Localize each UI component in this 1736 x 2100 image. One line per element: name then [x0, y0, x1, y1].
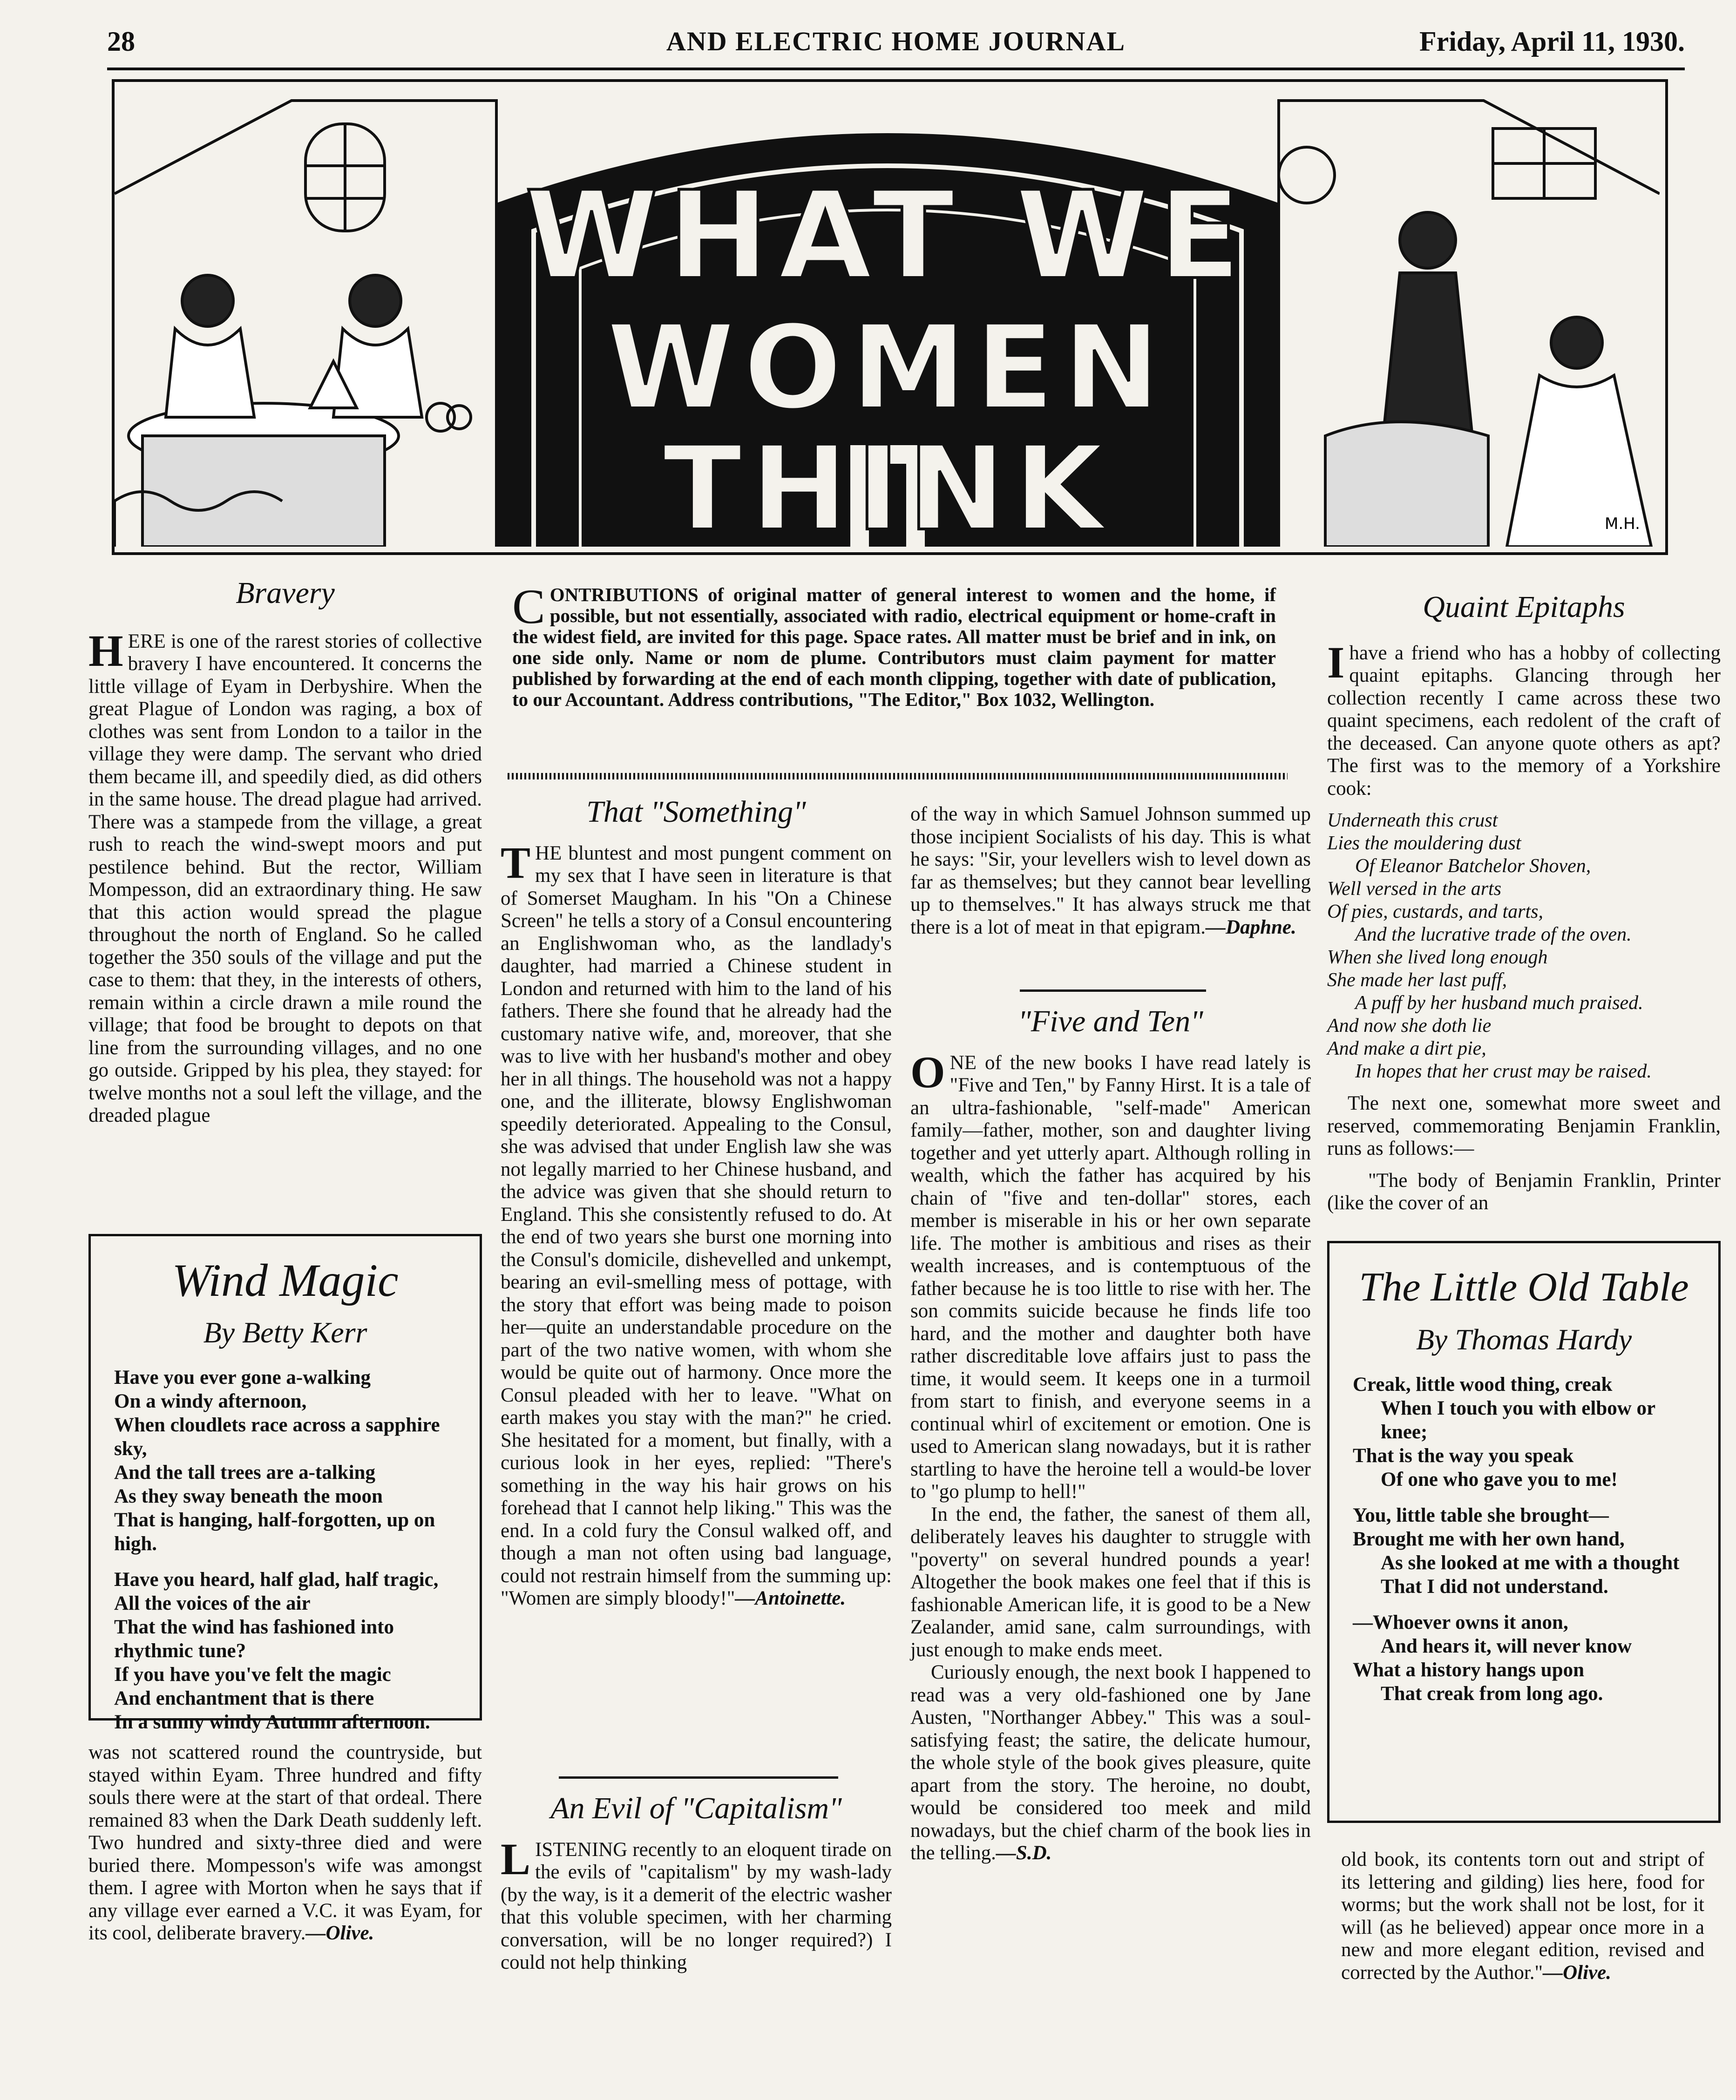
something-signature: —Antoinette. [735, 1587, 846, 1609]
that-something-article [501, 795, 892, 1610]
little-old-table-poem-box [1327, 1241, 1721, 1823]
franklin-epitaph-start: "The body of Benjamin Franklin, Printer (like the cover of an [1327, 1169, 1721, 1214]
five-ten-signature: —S.D. [996, 1842, 1052, 1864]
five-ten-p1: NE of the new books I have read lately is "Five and Ten," by Fanny Hirst. It is a tale of an ultra-fashionable, "self-made" American family—father, mother, son and daughter living together and yet utterly apart. Although rolling in wealth, which the father has acquired by his chain of "five and ten-dollar" stores, each member is miserable in his or her own separate life. The mother is ambitious and rises as their wealth increases, and is contemptuous of the father because he is too little to rise with her. The son commits suicide because he finds life too hard, and the mother and daughter both have rather discreditable love affairs just to pass the time, it would seem. It keeps one in a turmoil from start to finish, and everyone seems in a continual whirl of excitement or emotion. One is used to American slang nowadays, but it is rather startling to have the heroine tell a would-be lover to "go plump to hell!" [910, 1051, 1311, 1503]
bravery-text-part2: was not scattered round the countryside, but stayed within Eyam. Three hundred and fifty souls there were at the start of that ordeal. There remained 83 when the Dark Death suddenly left. Two hundred and sixty-three died and were buried there. Mompesson's wife was amongst them. I agree with Morton when he says that if any village ever earned a V.C. it was Eyam, for its cool, deliberate bravery. [88, 1741, 482, 1944]
poem-line: That I did not understand. [1381, 1576, 1608, 1598]
epitaph-line: A puff by her husband much praised. [1355, 992, 1643, 1014]
left-scene-illustration [115, 101, 496, 547]
poem-line: And enchantment that is there [114, 1687, 374, 1709]
epitaph-line: In hopes that her crust may be raised. [1355, 1061, 1652, 1082]
capitalism-text: ISTENING recently to an eloquent tirade on the evils of "capitalism" by my wash-lady (by the way, is it a demerit of the electric washer that this voluble specimen, with her charming conversation, will be no longer required?) I could not help thinking [501, 1838, 892, 1973]
banner-title-line2: WOMEN [606, 300, 1169, 435]
epitaph-line: Underneath this crust [1327, 810, 1498, 831]
epitaph-line: Of Eleanor Batchelor Shoven, [1355, 855, 1591, 877]
section-divider [559, 1776, 838, 1779]
five-ten-p3: Curiously enough, the next book I happened to read was a very old-fashioned one by Jane Austen, "Northanger Abbey." This was a soul-satisfying feast; the satire, the delicate humour, the whole style of the book gives pleasure, quite apart from the story. The heroine, no doubt, would be considered too meek and mild nowadays, but the chief charm of the book lies in the telling. [910, 1661, 1311, 1864]
little-table-author: By Thomas Hardy [1416, 1323, 1632, 1356]
poem-line: That creak from long ago. [1381, 1683, 1603, 1705]
poem-line: And hears it, will never know [1381, 1635, 1632, 1657]
franklin-epitaph-text: old book, its contents torn out and stript of its lettering and gilding) lies here, food for worms; but the work shall not be lost, for it will (as he believed) appear once more in a new and more elegant edition, revised and corrected by the Author." [1341, 1849, 1704, 1984]
epitaphs-intro: have a friend who has a hobby of collecting quaint epitaphs. Glancing through her collection recently I came across these two quaint specimens, each redolent of the craft of the deceased. Can anyone quote others as apt? The first was to the memory of a Yorkshire cook: [1327, 642, 1721, 799]
poem-line: That the wind has fashioned into rhythmic tune? [114, 1616, 394, 1662]
poem-line: That is hanging, half-forgotten, up on high. [114, 1509, 435, 1555]
epitaphs-next: The next one, somewhat more sweet and reserved, commemorating Benjamin Franklin, runs as follows:— [1327, 1092, 1721, 1159]
epitaph-line: And make a dirt pie, [1327, 1038, 1486, 1059]
something-text: HE bluntest and most pungent comment on my sex that I have seen in literature is that of Somerset Maugham. In his "On a Chinese Screen" he tells a story of a Consul encountering an Englishwoman who, as the landlady's daughter, had married a Chinese student in London and returned with him to the land of his fathers. There she found that he already had the customary native wife, and, moreover, that she was to live with her husband's mother and obey her in all things. The household was not a happy one, and the illiterate, blowsy Englishwoman speedily deteriorated. Appealing to the Consul, she was advised that under English law she was not legally married to her Chinese husband, and the advice was given that she should return to England. This she consistently refused to do. At the end of two years she burst one morning into the Consul's domicile, dishevelled and unkempt, bearing an evil-smelling mess of pottage, with the story that effort was being made to poison her—quite an understandable procedure on the part of the two native women, with whom she would be quite out of harmony. Once more the Consul pleaded with her to leave. "What on earth makes you stay with the man?" he cried. She hesitated for a moment, but finally, with a curious look in her eyes, replied: "There's something in the way his hair grows on his forehead that I cannot help liking." This was the end. In a cold fury the Consul walked off, and though a man not often using bad language, could not restrain himself from the summing up: "Women are simply bloody!" [501, 842, 892, 1609]
something-dropcap: T [501, 837, 531, 887]
poem-line: When I touch you with elbow or knee; [1381, 1397, 1655, 1443]
wind-magic-title: Wind Magic [172, 1254, 399, 1306]
notice-dropcap: C [512, 579, 545, 634]
poem-line: That is the way you speak [1353, 1445, 1574, 1467]
five-and-ten-article [910, 1004, 1311, 1865]
poem-line: What a history hangs upon [1353, 1659, 1585, 1681]
something-signature-2: —Daphne. [1206, 916, 1296, 938]
section-divider [1020, 989, 1206, 992]
epitaphs-dropcap: I [1327, 637, 1345, 687]
something-continuation [910, 803, 1311, 939]
poem-line: And the tall trees are a-talking [114, 1462, 375, 1484]
epitaph-yorkshire-cook [1327, 809, 1721, 1083]
franklin-epitaph-end [1341, 1849, 1704, 1984]
bravery-signature: —Olive. [305, 1922, 374, 1944]
contributions-notice [512, 579, 1276, 710]
poem-line: Of one who gave you to me! [1381, 1469, 1618, 1490]
epitaph-line: And the lucrative trade of the oven. [1355, 924, 1632, 945]
bravery-dropcap: H [88, 625, 123, 676]
bravery-text-part1: ERE is one of the rarest stories of collective bravery I have encountered. It concerns the little village of Eyam in Derbyshire. When the great Plague of London was raging, a box of clothes was sent from London to a tailor in the village they were damp. The servant who dried them became ill, and speedily died, as did others in the same house. The dread plague had arrived. There was a stampede from the village, a great rush to reach the wind-swept moors and put pestilence behind. But the rector, William Mompesson, did an extraordinary thing. He saw that this action would spread the plague throughout the north of England. So he called together the 350 souls of the village and put the case to them: that they, in the interests of others, remain within a circle drawn a mile round the village; that food be brought to depots on that line from the surrounding villages, and no one go outside. Gripped by his plea, they stayed: for twelve months not a soul left the village, and the dreaded plague [88, 630, 482, 1126]
epitaphs-signature: —Olive. [1543, 1961, 1611, 1984]
capitalism-article [501, 1791, 892, 1974]
capitalism-dropcap: L [501, 1834, 531, 1884]
artist-mark: M.H. [1605, 515, 1640, 533]
poem-line: In a sunny windy Autumn afternoon. [114, 1711, 430, 1733]
banner-title-line3: THINK [663, 421, 1112, 547]
bravery-continuation [88, 1741, 482, 1945]
epitaph-line: She made her last puff, [1327, 969, 1507, 991]
poem-line: When cloudlets race across a sapphire sky, [114, 1414, 440, 1460]
quaint-epitaphs-article [1327, 590, 1721, 1215]
epitaph-line: When she lived long enough [1327, 947, 1548, 968]
epitaph-line: Well versed in the arts [1327, 878, 1502, 900]
poem-line: Brought me with her own hand, [1353, 1528, 1625, 1550]
poem-line: All the voices of the air [114, 1592, 311, 1614]
bravery-heading: Bravery [236, 576, 335, 610]
banner-title-line1: WHAT WE [525, 166, 1250, 306]
something-continuation-text: of the way in which Samuel Johnson summed up those incipient Socialists of his day. This is what he says: "Sir, your levellers wish to level down as far as themselves; but they cannot bear levelling up to themselves." It has always struck me that there is a lot of meat in that epigram. [910, 803, 1311, 938]
wind-magic-author: By Betty Kerr [203, 1316, 367, 1349]
banner-illustration [115, 82, 1660, 547]
little-table-title: The Little Old Table [1359, 1265, 1689, 1310]
journal-title: AND ELECTRIC HOME JOURNAL [666, 26, 1126, 56]
poem-line: Creak, little wood thing, creak [1353, 1374, 1613, 1395]
poem-line: If you have you've felt the magic [114, 1664, 391, 1686]
header-banner [112, 79, 1668, 555]
poem-line: As she looked at me with a thought [1381, 1552, 1680, 1574]
issue-date: Friday, April 11, 1930. [1419, 26, 1685, 57]
poem-line: Have you heard, half glad, half tragic, [114, 1569, 439, 1591]
epitaph-line: Of pies, custards, and tarts, [1327, 901, 1543, 922]
notice-text: ONTRIBUTIONS of original matter of general interest to women and the home, if possible, but not essentially, associated with radio, electrical equipment or home-craft in the widest field, are invited for this page. Space rates. All matter must be brief and in ink, on one side only. Name or nom de plume. Contributors must claim payment for matter published by forwarding at the end of each month clipping, together with date of publication, to our Accountant. Address contributions, "The Editor," Box 1032, Wellington. [512, 584, 1276, 710]
epitaph-line: Lies the mouldering dust [1327, 833, 1521, 854]
wind-magic-poem-box [88, 1234, 482, 1733]
five-ten-dropcap: O [910, 1047, 945, 1097]
poem-line: As they sway beneath the moon [114, 1485, 383, 1507]
epitaphs-heading: Quaint Epitaphs [1423, 590, 1625, 624]
running-head [107, 26, 1685, 70]
five-ten-p2: In the end, the father, the sanest of them all, deliberately leaves his daughter to struggle with "poverty" on several hundred pounds a year! Altogether the book makes one feel that if this is fashionable American life, it is good to be a New Zealander, amid sane, calm surroundings, with just enough to make ends meet. [910, 1503, 1311, 1661]
something-heading: That "Something" [586, 795, 806, 829]
poem-line: Have you ever gone a-walking [114, 1367, 371, 1389]
page-number: 28 [107, 26, 135, 57]
bravery-article [88, 576, 482, 1127]
dotted-rule [508, 773, 1288, 779]
poem-line: —Whoever owns it anon, [1353, 1612, 1568, 1633]
epitaph-line: And now she doth lie [1327, 1015, 1492, 1036]
right-scene-illustration [1279, 101, 1660, 547]
poem-line: You, little table she brought— [1353, 1504, 1609, 1526]
poem-line: On a windy afternoon, [114, 1390, 307, 1412]
capitalism-heading: An Evil of "Capitalism" [550, 1791, 842, 1825]
five-ten-heading: "Five and Ten" [1018, 1004, 1203, 1038]
